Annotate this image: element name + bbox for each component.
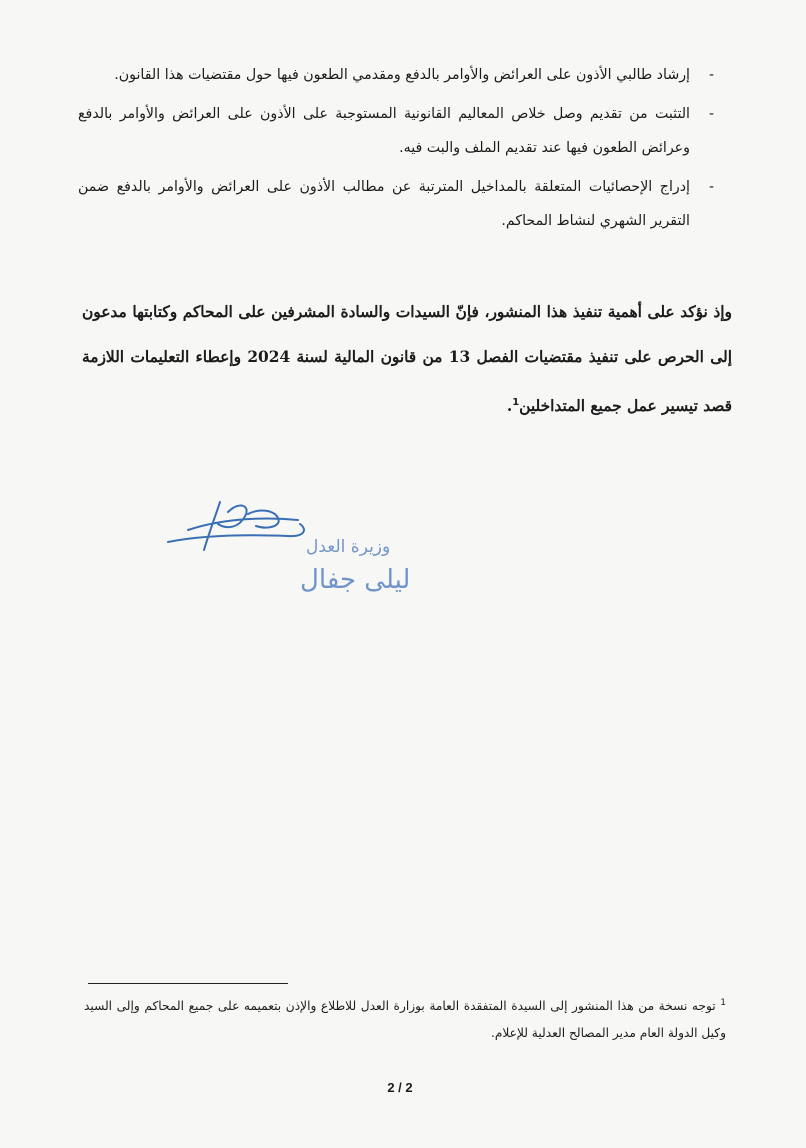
signature-title: وزيرة العدل	[306, 537, 391, 557]
signature-scribble	[168, 502, 304, 550]
footnote-reference: 1	[512, 397, 520, 408]
bullet-item	[78, 58, 728, 93]
closing-paragraph	[82, 290, 732, 429]
closing-text: وإذ نؤكد على أهمية تنفيذ هذا المنشور، فإنّ السيدات والسادة المشرفين على المحاكم وكتابتها مدعون إلى الحرص على تنفيذ مقتضيات الفصل 13 من قانون المالية لسنة 2024 وإعطاء التعليمات اللازمة قصد تيسير عمل جميع المتداخلين	[82, 303, 732, 416]
page-number: 2 / 2	[387, 1080, 413, 1095]
signature-stamp	[128, 490, 411, 600]
footnote	[84, 990, 726, 1047]
bullet-text: إرشاد طالبي الأذون على العرائض والأوامر بالدفع ومقدمي الطعون فيها حول مقتضيات هذا القانون.	[114, 67, 690, 83]
bullet-text: التثبت من تقديم وصل خلاص المعاليم القانونية المستوجبة على الأذون على العرائض والأوامر بالدفع وعرائض الطعون فيها عند تقديم الملف والبت فيه.	[78, 105, 690, 156]
bullet-marker: -	[708, 105, 714, 122]
bullet-marker: -	[708, 178, 714, 195]
signature-name: ليلى جفال	[300, 565, 411, 595]
bullet-item	[78, 170, 728, 239]
footnote-text: توجه نسخة من هذا المنشور إلى السيدة المتفقدة العامة بوزارة العدل للاطلاع والإذن بتعميمه على جميع المحاكم وإلى السيد وكيل الدولة العام مدير المصالح العدلية للإعلام.	[84, 999, 726, 1041]
bullet-item	[78, 97, 728, 166]
closing-period: .	[506, 397, 513, 416]
footnote-marker: 1	[720, 998, 726, 1008]
bullet-marker: -	[708, 67, 714, 83]
bullet-text: إدراج الإحصائيات المتعلقة بالمداخيل المترتبة عن مطالب الأذون على العرائض والأوامر بالدفع ضمن التقرير الشهري لنشاط المحاكم.	[78, 178, 690, 229]
footnote-divider	[88, 983, 288, 984]
bullet-list	[78, 58, 728, 243]
